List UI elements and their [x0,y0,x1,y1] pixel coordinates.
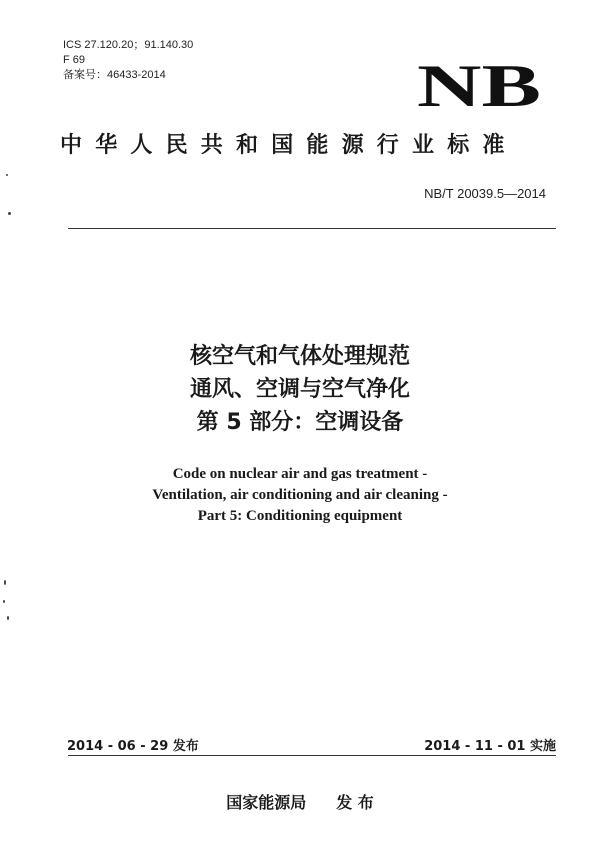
english-title [0,464,600,527]
chinese-title-line-1: 核空气和气体处理规范 [189,344,410,369]
english-title-line-3: Part 5: Conditioning equipment [197,508,403,524]
filing-number: 备案号：46433-2014 [63,69,166,81]
scan-speck [4,580,6,585]
chinese-title-line-2: 通风、空调与空气净化 [189,377,410,402]
chinese-title [0,340,600,439]
scan-speck [7,616,9,620]
scan-speck [6,174,8,176]
publisher-line [0,790,600,813]
issue-date: 2014 - 06 - 29 发布 [67,739,199,754]
nb-logo [414,56,544,120]
ccs-code: F 69 [63,54,86,66]
english-title-line-1: Code on nuclear air and gas treatment - [172,466,428,482]
nb-logo-text: NB [417,56,541,119]
publisher-action: 发 布 [336,793,374,812]
effective-date: 2014 - 11 - 01 实施 [424,739,556,754]
issuing-authority-heading: 中华人民共和国能源行业标准 [60,133,518,158]
chinese-title-line-3: 第 5 部分：空调设备 [196,410,404,435]
scan-speck [8,212,11,215]
scan-speck [3,600,5,603]
publisher-name: 国家能源局 [226,793,307,812]
english-title-line-2: Ventilation, air conditioning and air cleaning - [152,487,448,503]
ics-code: ICS 27.120.20；91.140.30 [63,39,194,51]
standard-number: NB/T 20039.5—2014 [424,186,546,201]
bottom-divider [68,755,556,756]
top-divider [68,228,556,229]
classification-block [63,38,193,83]
